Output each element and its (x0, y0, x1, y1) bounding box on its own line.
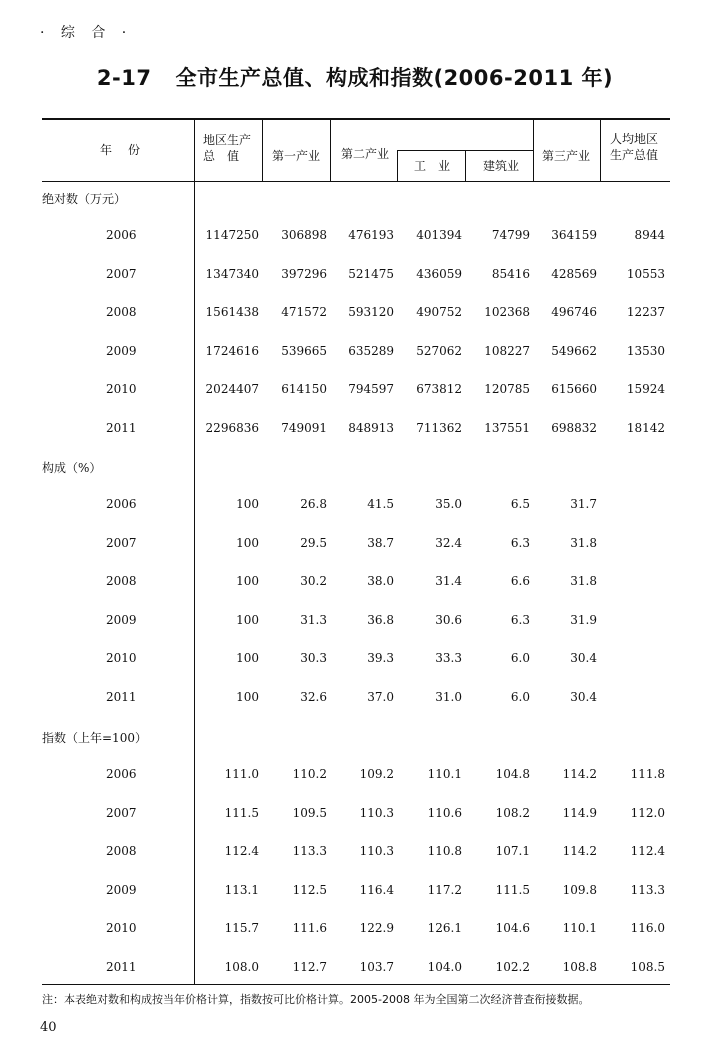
cell-primary: 31.3 (300, 612, 327, 627)
cell-construction: 6.5 (510, 497, 530, 511)
cell-year: 2010 (106, 382, 137, 396)
cell-year: 2006 (106, 497, 137, 511)
table-row (0, 536, 710, 552)
header-bottom-rule (42, 181, 670, 182)
table-row (0, 690, 710, 706)
cell-gdp: 100 (236, 497, 259, 511)
section-label: 构成（%） (42, 461, 102, 475)
cell-primary: 112.7 (292, 959, 327, 974)
cell-secondary: 41.5 (367, 497, 394, 511)
cell-percap: 8944 (634, 228, 665, 242)
table-row (0, 344, 710, 360)
header-construction: 建筑业 (483, 159, 520, 173)
cell-construction: 120785 (484, 382, 530, 396)
cell-percap: 112.0 (630, 805, 665, 820)
cell-industry: 30.6 (435, 612, 462, 627)
cell-gdp: 1347340 (205, 266, 259, 281)
table-row (0, 267, 710, 283)
cell-year: 2008 (106, 574, 137, 588)
cell-percap: 116.0 (630, 921, 665, 935)
table-row (0, 382, 710, 398)
cell-construction: 6.3 (510, 612, 530, 627)
cell-tertiary: 30.4 (570, 689, 597, 704)
header-gdp-line2: 总 值 (203, 149, 240, 163)
cell-construction: 104.6 (495, 921, 530, 935)
cell-year: 2009 (106, 343, 137, 358)
cell-tertiary: 114.9 (562, 805, 597, 820)
header-tertiary: 第三产业 (542, 149, 591, 163)
cell-primary: 539665 (281, 343, 327, 358)
cell-percap: 10553 (626, 266, 665, 281)
cell-tertiary: 108.8 (562, 959, 597, 974)
header-percap-line1: 人均地区 (610, 132, 659, 146)
cell-secondary: 635289 (348, 343, 394, 358)
cell-industry: 110.1 (427, 767, 462, 781)
col-divider-primary (330, 119, 331, 181)
cell-industry: 436059 (416, 266, 462, 281)
cell-industry: 32.4 (435, 535, 462, 550)
cell-tertiary: 110.1 (562, 921, 597, 935)
cell-secondary: 109.2 (359, 767, 394, 781)
cell-construction: 6.0 (510, 651, 530, 665)
cell-secondary: 36.8 (367, 612, 394, 627)
cell-percap: 113.3 (630, 882, 665, 897)
cell-percap: 15924 (626, 382, 665, 396)
cell-construction: 107.1 (495, 844, 530, 858)
table-row (0, 305, 710, 321)
cell-year: 2011 (106, 959, 137, 974)
table-row (0, 228, 710, 244)
cell-tertiary: 364159 (551, 228, 597, 242)
cell-gdp: 1724616 (205, 343, 259, 358)
cell-gdp: 100 (236, 535, 259, 550)
cell-percap: 18142 (626, 420, 665, 435)
section-tag: · 综 合 · (40, 25, 133, 41)
cell-year: 2008 (106, 305, 137, 319)
table-row (0, 806, 710, 822)
footnote: 注：本表绝对数和构成按当年价格计算，指数按可比价格计算。2005-2008 年为全国第二次经济普查衔接数据。 (42, 993, 590, 1006)
cell-secondary: 103.7 (359, 959, 394, 974)
cell-primary: 306898 (281, 228, 327, 242)
cell-industry: 110.6 (427, 805, 462, 820)
header-secondary: 第二产业 (341, 147, 390, 161)
cell-gdp: 1147250 (205, 228, 259, 242)
cell-industry: 490752 (416, 305, 462, 319)
page-number: 40 (40, 1020, 57, 1035)
cell-tertiary: 615660 (551, 382, 597, 396)
cell-tertiary: 496746 (551, 305, 597, 319)
header-percap-line2: 生产总值 (610, 148, 659, 162)
cell-gdp: 108.0 (224, 959, 259, 974)
cell-tertiary: 31.8 (570, 535, 597, 550)
cell-tertiary: 109.8 (562, 882, 597, 897)
col-divider-construction (465, 150, 466, 181)
cell-construction: 6.6 (510, 574, 530, 588)
cell-year: 2010 (106, 651, 137, 665)
table-row (0, 421, 710, 437)
cell-gdp: 100 (236, 574, 259, 588)
cell-industry: 117.2 (427, 882, 462, 897)
cell-primary: 113.3 (292, 844, 327, 858)
col-divider-secondary (533, 119, 534, 181)
cell-tertiary: 30.4 (570, 651, 597, 665)
cell-tertiary: 549662 (551, 343, 597, 358)
cell-primary: 614150 (281, 382, 327, 396)
cell-year: 2009 (106, 882, 137, 897)
cell-primary: 30.2 (300, 574, 327, 588)
section-label: 指数（上年=100） (42, 731, 147, 745)
cell-gdp: 111.0 (224, 767, 259, 781)
cell-year: 2011 (106, 689, 137, 704)
table-row (0, 767, 710, 783)
cell-year: 2007 (106, 266, 137, 281)
cell-gdp: 112.4 (224, 844, 259, 858)
col-divider-gdp (262, 119, 263, 181)
cell-construction: 102.2 (495, 959, 530, 974)
cell-tertiary: 31.8 (570, 574, 597, 588)
cell-gdp: 100 (236, 689, 259, 704)
cell-construction: 108227 (484, 343, 530, 358)
cell-industry: 31.0 (435, 689, 462, 704)
header-primary: 第一产业 (272, 149, 321, 163)
cell-industry: 110.8 (427, 844, 462, 858)
table-row (0, 883, 710, 899)
cell-secondary: 116.4 (359, 882, 394, 897)
cell-secondary: 38.7 (367, 535, 394, 550)
cell-industry: 31.4 (435, 574, 462, 588)
cell-percap: 12237 (626, 305, 665, 319)
cell-secondary: 476193 (348, 228, 394, 242)
cell-construction: 6.0 (510, 689, 530, 704)
cell-percap: 13530 (626, 343, 665, 358)
cell-construction: 137551 (484, 420, 530, 435)
col-divider-tertiary (600, 119, 601, 181)
cell-industry: 33.3 (435, 651, 462, 665)
cell-construction: 102368 (484, 305, 530, 319)
cell-tertiary: 698832 (551, 420, 597, 435)
cell-construction: 85416 (491, 266, 530, 281)
header-year: 年 份 (100, 143, 143, 157)
table-row (0, 613, 710, 629)
cell-construction: 104.8 (495, 767, 530, 781)
cell-tertiary: 428569 (551, 266, 597, 281)
cell-gdp: 115.7 (224, 921, 259, 935)
table-row (0, 574, 710, 590)
header-percap (610, 131, 658, 163)
table-row (0, 651, 710, 667)
cell-year: 2007 (106, 535, 137, 550)
cell-industry: 711362 (416, 420, 462, 435)
cell-industry: 673812 (416, 382, 462, 396)
table-title: 全市生产总值、构成和指数(2006-2011 年) (175, 66, 614, 90)
cell-gdp: 100 (236, 612, 259, 627)
cell-secondary: 110.3 (359, 844, 394, 858)
cell-year: 2010 (106, 921, 137, 935)
cell-secondary: 38.0 (367, 574, 394, 588)
cell-percap: 111.8 (630, 767, 665, 781)
table-bottom-rule (42, 984, 670, 985)
cell-year: 2006 (106, 767, 137, 781)
section-label: 绝对数（万元） (42, 192, 127, 206)
cell-primary: 110.2 (292, 767, 327, 781)
cell-construction: 108.2 (495, 805, 530, 820)
cell-year: 2009 (106, 612, 137, 627)
header-industry: 工 业 (414, 159, 451, 173)
cell-secondary: 110.3 (359, 805, 394, 820)
cell-construction: 74799 (491, 228, 530, 242)
cell-gdp: 2024407 (205, 382, 259, 396)
cell-gdp: 113.1 (224, 882, 259, 897)
header-gdp (203, 132, 251, 164)
cell-gdp: 111.5 (224, 805, 259, 820)
table-row (0, 844, 710, 860)
cell-secondary: 39.3 (367, 651, 394, 665)
table-number: 2-17 (96, 66, 152, 90)
cell-primary: 26.8 (300, 497, 327, 511)
page-title (0, 62, 710, 92)
cell-industry: 126.1 (427, 921, 462, 935)
cell-secondary: 122.9 (359, 921, 394, 935)
cell-percap: 112.4 (630, 844, 665, 858)
cell-year: 2006 (106, 228, 137, 242)
table-row (0, 921, 710, 937)
cell-primary: 32.6 (300, 689, 327, 704)
table-row (0, 960, 710, 976)
cell-primary: 471572 (281, 305, 327, 319)
cell-industry: 104.0 (427, 959, 462, 974)
cell-primary: 29.5 (300, 535, 327, 550)
cell-gdp: 100 (236, 651, 259, 665)
col-divider-industry (397, 150, 398, 181)
table-top-rule (42, 118, 670, 120)
table-row (0, 497, 710, 513)
cell-secondary: 794597 (348, 382, 394, 396)
cell-industry: 401394 (416, 228, 462, 242)
cell-tertiary: 114.2 (562, 767, 597, 781)
cell-secondary: 593120 (348, 305, 394, 319)
cell-industry: 527062 (416, 343, 462, 358)
header-gdp-line1: 地区生产 (203, 133, 252, 147)
cell-secondary: 848913 (348, 420, 394, 435)
cell-industry: 35.0 (435, 497, 462, 511)
cell-year: 2008 (106, 844, 137, 858)
cell-primary: 749091 (281, 420, 327, 435)
cell-tertiary: 31.9 (570, 612, 597, 627)
cell-primary: 111.6 (292, 921, 327, 935)
cell-construction: 6.3 (510, 535, 530, 550)
cell-primary: 30.3 (300, 651, 327, 665)
cell-primary: 397296 (281, 266, 327, 281)
cell-secondary: 37.0 (367, 689, 394, 704)
cell-year: 2011 (106, 420, 137, 435)
cell-primary: 109.5 (292, 805, 327, 820)
cell-tertiary: 31.7 (570, 497, 597, 511)
cell-gdp: 2296836 (205, 420, 259, 435)
cell-gdp: 1561438 (205, 305, 259, 319)
cell-secondary: 521475 (348, 266, 394, 281)
cell-tertiary: 114.2 (562, 844, 597, 858)
cell-year: 2007 (106, 805, 137, 820)
cell-percap: 108.5 (630, 959, 665, 974)
cell-construction: 111.5 (495, 882, 530, 897)
cell-primary: 112.5 (292, 882, 327, 897)
